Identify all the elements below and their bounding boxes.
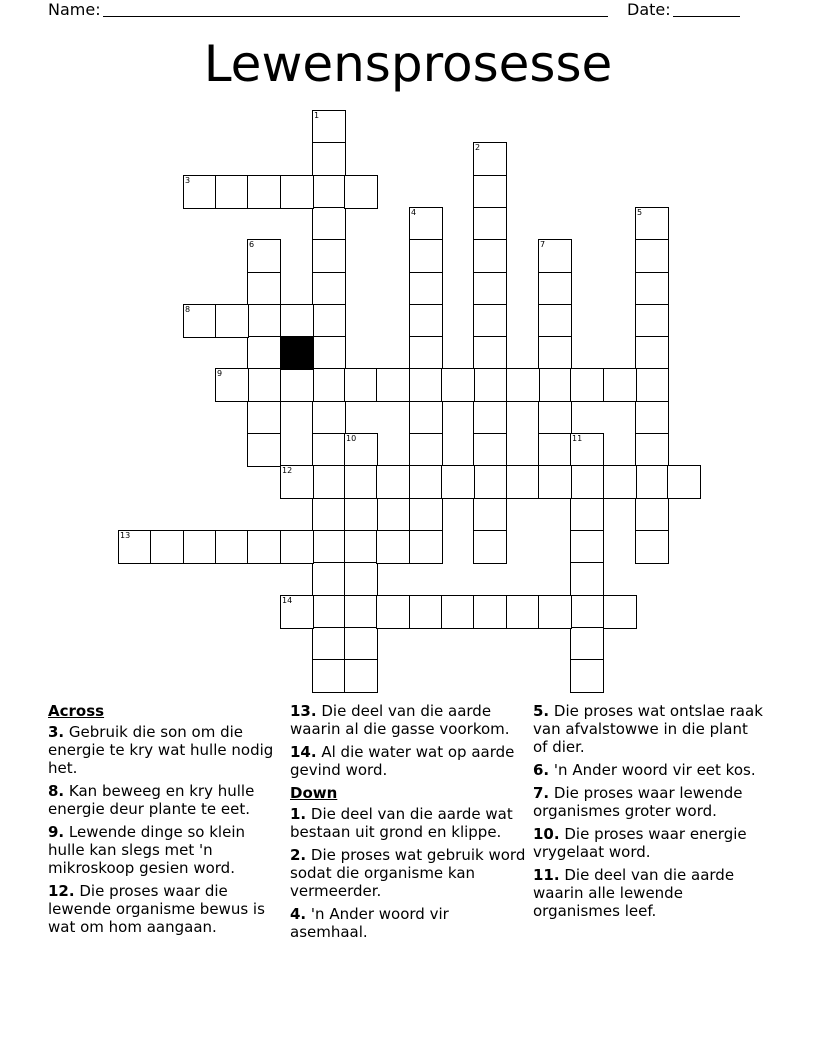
grid-cell[interactable] xyxy=(312,498,346,532)
grid-cell[interactable] xyxy=(409,304,443,338)
grid-cell[interactable] xyxy=(312,562,346,596)
grid-cell[interactable] xyxy=(312,304,346,338)
grid-cell[interactable] xyxy=(344,562,378,596)
grid-cell[interactable] xyxy=(570,627,604,661)
clue-number-label: 13 xyxy=(120,531,131,540)
grid-cell[interactable] xyxy=(506,595,540,629)
clue-number-label: 10 xyxy=(346,434,357,443)
grid-cell[interactable] xyxy=(312,401,346,435)
clue-down-10 xyxy=(533,825,765,861)
grid-cell[interactable] xyxy=(118,530,152,564)
clue-across-14 xyxy=(290,743,528,779)
grid-cell[interactable] xyxy=(473,142,507,176)
puzzle-title: Lewensprosesse xyxy=(203,35,613,93)
grid-cell[interactable] xyxy=(247,368,281,402)
grid-cell[interactable] xyxy=(473,595,507,629)
grid-cell[interactable] xyxy=(635,336,669,370)
grid-cell[interactable] xyxy=(247,530,281,564)
grid-cell[interactable] xyxy=(312,336,346,370)
grid-cell[interactable] xyxy=(409,401,443,435)
clues-column-2 xyxy=(290,702,528,946)
clue-text: Die deel van die aarde waarin alle lewende organismes leef. xyxy=(533,866,735,920)
grid-cell[interactable] xyxy=(570,659,604,693)
grid-cell[interactable] xyxy=(473,272,507,306)
grid-cell[interactable] xyxy=(635,368,669,402)
grid-cell[interactable] xyxy=(280,304,314,338)
name-label: Name: xyxy=(48,0,101,19)
grid-cell[interactable] xyxy=(409,433,443,467)
grid-cell[interactable] xyxy=(344,175,378,209)
clue-number-label: 7 xyxy=(540,240,546,249)
clue-number-label: 8 xyxy=(185,305,191,314)
grid-cell[interactable] xyxy=(376,530,410,564)
grid-cell[interactable] xyxy=(215,175,249,209)
grid-cell[interactable] xyxy=(409,368,443,402)
clue-number: 7. xyxy=(533,784,550,802)
grid-cell[interactable] xyxy=(344,465,378,499)
clue-number: 6. xyxy=(533,761,550,779)
clue-down-6 xyxy=(533,761,765,779)
across-heading: Across xyxy=(48,702,105,720)
clue-text: 'n Ander woord vir asemhaal. xyxy=(290,905,449,941)
grid-cell[interactable] xyxy=(635,498,669,532)
date-label: Date: xyxy=(627,0,671,19)
clues-column-3 xyxy=(533,702,765,925)
grid-cell[interactable] xyxy=(538,401,572,435)
grid-cell[interactable] xyxy=(247,175,281,209)
grid-cell[interactable] xyxy=(312,530,346,564)
grid-cell[interactable] xyxy=(247,304,281,338)
grid-cell[interactable] xyxy=(312,207,346,241)
grid-cell[interactable] xyxy=(441,465,475,499)
grid-cell[interactable] xyxy=(312,272,346,306)
grid-cell[interactable] xyxy=(409,207,443,241)
grid-cell[interactable] xyxy=(473,175,507,209)
clues-column-1 xyxy=(48,702,280,941)
grid-cell[interactable] xyxy=(247,272,281,306)
grid-cell[interactable] xyxy=(538,433,572,467)
clue-number-label: 11 xyxy=(572,434,583,443)
grid-cell[interactable] xyxy=(312,465,346,499)
grid-cell[interactable] xyxy=(183,175,217,209)
grid-cell[interactable] xyxy=(312,142,346,176)
grid-cell[interactable] xyxy=(376,595,410,629)
grid-cell[interactable] xyxy=(538,368,572,402)
clue-text: Die proses wat gebruik word sodat die organisme kan vermeerder. xyxy=(290,846,526,900)
grid-cell[interactable] xyxy=(603,465,637,499)
clue-text: Al die water wat op aarde gevind word. xyxy=(290,743,515,779)
clue-number: 11. xyxy=(533,866,560,884)
grid-cell[interactable] xyxy=(473,304,507,338)
clue-text: Die proses wat ontslae raak van afvalstowwe in die plant of dier. xyxy=(533,702,763,756)
grid-cell[interactable] xyxy=(570,433,604,467)
grid-cell[interactable] xyxy=(635,465,669,499)
clue-number: 10. xyxy=(533,825,560,843)
grid-cell[interactable] xyxy=(603,368,637,402)
grid-cell[interactable] xyxy=(635,530,669,564)
grid-cell[interactable] xyxy=(280,368,314,402)
clue-down-4 xyxy=(290,905,528,941)
grid-cell[interactable] xyxy=(247,401,281,435)
grid-cell[interactable] xyxy=(409,498,443,532)
grid-cell[interactable] xyxy=(280,465,314,499)
clue-number: 2. xyxy=(290,846,307,864)
grid-cell[interactable] xyxy=(473,207,507,241)
grid-cell[interactable] xyxy=(570,530,604,564)
grid-cell[interactable] xyxy=(409,465,443,499)
clue-across-13 xyxy=(290,702,528,738)
grid-cell[interactable] xyxy=(344,595,378,629)
clue-text: Gebruik die son om die energie te kry wat hulle nodig het. xyxy=(48,723,274,777)
clue-number: 14. xyxy=(290,743,317,761)
grid-cell[interactable] xyxy=(312,368,346,402)
clue-across-3 xyxy=(48,723,280,777)
grid-cell[interactable] xyxy=(247,336,281,370)
grid-cell[interactable] xyxy=(280,595,314,629)
grid-cell[interactable] xyxy=(344,627,378,661)
clue-number-label: 12 xyxy=(282,466,293,475)
grid-cell[interactable] xyxy=(538,595,572,629)
grid-cell[interactable] xyxy=(376,465,410,499)
clue-down-5 xyxy=(533,702,765,756)
grid-cell[interactable] xyxy=(150,530,184,564)
grid-cell[interactable] xyxy=(506,368,540,402)
black-cell xyxy=(280,336,314,370)
grid-cell[interactable] xyxy=(635,401,669,435)
grid-cell[interactable] xyxy=(506,465,540,499)
grid-cell[interactable] xyxy=(635,433,669,467)
clue-number-label: 9 xyxy=(217,369,223,378)
grid-cell[interactable] xyxy=(538,304,572,338)
clue-number: 3. xyxy=(48,723,65,741)
grid-cell[interactable] xyxy=(312,239,346,273)
grid-cell[interactable] xyxy=(473,368,507,402)
grid-cell[interactable] xyxy=(570,595,604,629)
down-heading: Down xyxy=(290,784,338,802)
grid-cell[interactable] xyxy=(473,401,507,435)
grid-cell[interactable] xyxy=(409,239,443,273)
grid-cell[interactable] xyxy=(312,627,346,661)
grid-cell[interactable] xyxy=(183,304,217,338)
clue-number-label: 2 xyxy=(475,143,481,152)
grid-cell[interactable] xyxy=(247,433,281,467)
grid-cell[interactable] xyxy=(344,659,378,693)
grid-cell[interactable] xyxy=(344,498,378,532)
grid-cell[interactable] xyxy=(538,272,572,306)
grid-cell[interactable] xyxy=(409,272,443,306)
clue-down-2 xyxy=(290,846,528,900)
clue-text: Kan beweeg en kry hulle energie deur plante te eet. xyxy=(48,782,255,818)
clue-number: 12. xyxy=(48,882,75,900)
clue-number-label: 5 xyxy=(637,208,643,217)
grid-cell[interactable] xyxy=(473,465,507,499)
grid-cell[interactable] xyxy=(635,239,669,273)
clue-number: 13. xyxy=(290,702,317,720)
clue-number-label: 6 xyxy=(249,240,255,249)
grid-cell[interactable] xyxy=(312,659,346,693)
grid-cell[interactable] xyxy=(344,433,378,467)
grid-cell[interactable] xyxy=(312,433,346,467)
clue-text: Lewende dinge so klein hulle kan slegs met 'n mikroskoop gesien word. xyxy=(48,823,245,877)
grid-cell[interactable] xyxy=(376,368,410,402)
grid-cell[interactable] xyxy=(570,562,604,596)
grid-cell[interactable] xyxy=(473,336,507,370)
clue-across-8 xyxy=(48,782,280,818)
clue-across-12 xyxy=(48,882,280,936)
grid-cell[interactable] xyxy=(441,368,475,402)
grid-cell[interactable] xyxy=(667,465,701,499)
grid-cell[interactable] xyxy=(538,336,572,370)
grid-cell[interactable] xyxy=(312,110,346,144)
clue-number: 5. xyxy=(533,702,550,720)
grid-cell[interactable] xyxy=(409,530,443,564)
clue-down-11 xyxy=(533,866,765,920)
clue-text: Die proses waar energie vrygelaat word. xyxy=(533,825,747,861)
clue-text: Die deel van die aarde wat bestaan uit grond en klippe. xyxy=(290,805,513,841)
clue-text: 'n Ander woord vir eet kos. xyxy=(553,761,756,779)
clue-text: Die proses waar lewende organismes groter word. xyxy=(533,784,743,820)
grid-cell[interactable] xyxy=(280,175,314,209)
grid-cell[interactable] xyxy=(441,595,475,629)
clue-number-label: 1 xyxy=(314,111,320,120)
grid-cell[interactable] xyxy=(473,530,507,564)
clue-number: 4. xyxy=(290,905,307,923)
grid-cell[interactable] xyxy=(603,595,637,629)
grid-cell[interactable] xyxy=(215,368,249,402)
grid-cell[interactable] xyxy=(215,530,249,564)
clue-across-9 xyxy=(48,823,280,877)
grid-cell[interactable] xyxy=(344,530,378,564)
grid-cell[interactable] xyxy=(473,433,507,467)
grid-cell[interactable] xyxy=(635,272,669,306)
grid-cell[interactable] xyxy=(215,304,249,338)
grid-cell[interactable] xyxy=(247,239,281,273)
grid-cell[interactable] xyxy=(312,175,346,209)
grid-cell[interactable] xyxy=(280,530,314,564)
grid-cell[interactable] xyxy=(344,368,378,402)
grid-cell[interactable] xyxy=(312,595,346,629)
grid-cell[interactable] xyxy=(473,239,507,273)
grid-cell[interactable] xyxy=(570,498,604,532)
clue-down-7 xyxy=(533,784,765,820)
grid-cell[interactable] xyxy=(538,465,572,499)
clue-text: Die proses waar die lewende organisme bewus is wat om hom aangaan. xyxy=(48,882,265,936)
grid-cell[interactable] xyxy=(635,207,669,241)
grid-cell[interactable] xyxy=(409,336,443,370)
clue-number-label: 3 xyxy=(185,176,191,185)
grid-cell[interactable] xyxy=(409,595,443,629)
grid-cell[interactable] xyxy=(473,498,507,532)
clue-number: 1. xyxy=(290,805,307,823)
grid-cell[interactable] xyxy=(570,465,604,499)
clue-number: 8. xyxy=(48,782,65,800)
grid-cell[interactable] xyxy=(635,304,669,338)
grid-cell[interactable] xyxy=(570,368,604,402)
clue-number-label: 4 xyxy=(411,208,417,217)
clue-number-label: 14 xyxy=(282,596,293,605)
grid-cell[interactable] xyxy=(538,239,572,273)
grid-cell[interactable] xyxy=(183,530,217,564)
clue-number: 9. xyxy=(48,823,65,841)
clue-down-1 xyxy=(290,805,528,841)
clue-text: Die deel van die aarde waarin al die gasse voorkom. xyxy=(290,702,510,738)
